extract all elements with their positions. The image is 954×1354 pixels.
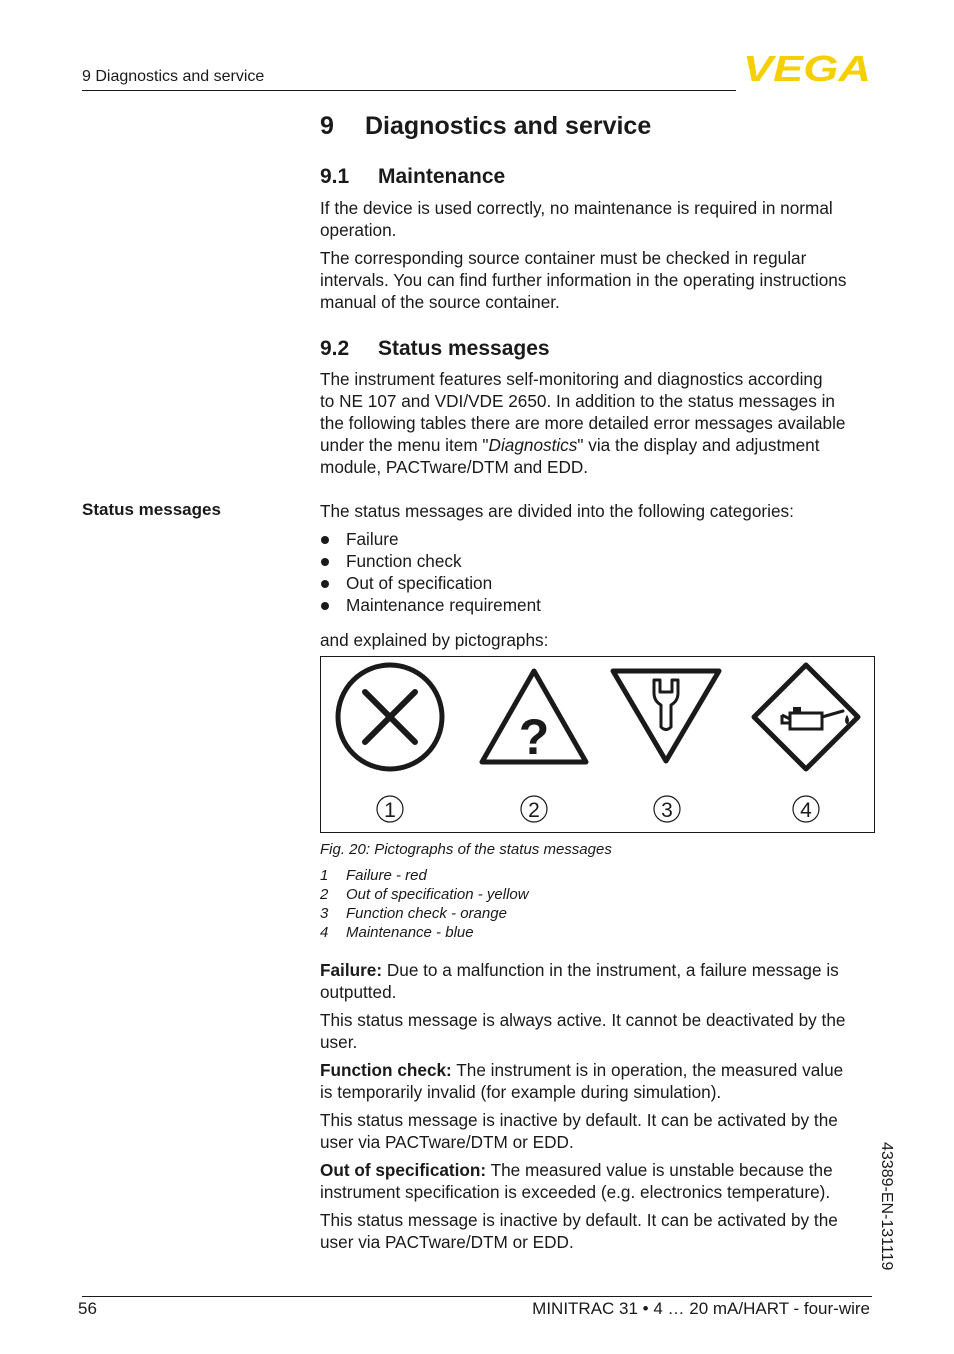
page-number: 56: [78, 1299, 97, 1318]
legend-row: [320, 923, 529, 942]
legend-number: 2: [320, 886, 329, 903]
categories-list: [320, 528, 541, 616]
list-item: Function check: [320, 550, 541, 572]
function-check-wrench-icon: [613, 671, 719, 761]
question-mark: ?: [518, 709, 550, 765]
figure-number-4: [793, 796, 819, 822]
text-run: Due to a malfunction in the instrument, a failure message is: [382, 960, 839, 980]
section-title: Status messages: [378, 337, 550, 360]
header-rule: [82, 90, 736, 91]
text-run: The instrument is in operation, the measured value: [451, 1060, 844, 1080]
legend-text: Function check - orange: [346, 905, 507, 922]
legend-number: 3: [320, 905, 329, 922]
product-name: MINITRAC 31 • 4 … 20 mA/HART - four-wire: [532, 1299, 870, 1318]
section-title: Maintenance: [378, 165, 506, 188]
text-line: user.: [320, 1032, 358, 1052]
section-number: 9.1: [320, 165, 350, 188]
maintenance-paragraph-2: [320, 247, 872, 313]
list-item: Out of specification: [320, 572, 541, 594]
term-label: Out of specification:: [320, 1160, 487, 1180]
text-line: outputted.: [320, 982, 397, 1002]
text-line: the following tables there are more detailed error messages available: [320, 413, 846, 433]
text-line: operation.: [320, 220, 397, 240]
chapter-heading: [320, 112, 651, 141]
figure-number-1: [377, 796, 403, 822]
maintenance-oilcan-icon: [754, 665, 858, 769]
legend-row: [320, 866, 529, 885]
figure-caption: Fig. 20: Pictographs of the status messages: [320, 841, 612, 858]
legend-text: Maintenance - blue: [346, 924, 474, 941]
list-item: Maintenance requirement: [320, 594, 541, 616]
svg-text:4: 4: [800, 799, 812, 822]
failure-activity-note: [320, 1009, 872, 1053]
figure-number-3: [654, 796, 680, 822]
failure-cross-icon: [338, 665, 442, 769]
pictographs-intro: and explained by pictographs:: [320, 630, 549, 650]
text-line: This status message is inactive by default. It can be activated by the: [320, 1110, 838, 1130]
chapter-title: Diagnostics and service: [365, 112, 652, 140]
out-of-specification-description: [320, 1159, 872, 1203]
out-of-specification-activity-note: [320, 1209, 872, 1253]
legend-number: 1: [320, 867, 329, 884]
text-line: [320, 434, 872, 456]
categories-intro: The status messages are divided into the following categories:: [320, 501, 794, 521]
text-line: [320, 1059, 872, 1081]
status-intro-paragraph: [320, 368, 872, 478]
text-line: user via PACTware/DTM or EDD.: [320, 1132, 574, 1152]
failure-description: [320, 959, 872, 1003]
text-line: to NE 107 and VDI/VDE 2650. In addition to the status messages in: [320, 391, 835, 411]
pictograph-figure: [320, 656, 875, 833]
text-line: This status message is inactive by default. It can be activated by the: [320, 1210, 838, 1230]
svg-text:1: 1: [384, 799, 396, 822]
function-check-activity-note: [320, 1109, 872, 1153]
side-label-status-messages: Status messages: [82, 500, 221, 519]
text-line: The instrument features self-monitoring and diagnostics according: [320, 369, 823, 389]
section-heading-status: [320, 337, 550, 361]
term-label: Failure:: [320, 960, 383, 980]
svg-text:2: 2: [528, 799, 540, 822]
running-head: 9 Diagnostics and service: [82, 68, 265, 85]
chapter-number: 9: [320, 112, 334, 140]
maintenance-paragraph-1: [320, 197, 872, 241]
text-line: [320, 1159, 872, 1181]
legend-row: [320, 885, 529, 904]
document-id: 43389-EN-131119: [878, 1142, 895, 1271]
pictograph-figure-drawing: [321, 657, 874, 832]
text-line: intervals. You can find further information in the operating instructions: [320, 270, 847, 290]
text-run: The measured value is unstable because the: [486, 1160, 833, 1180]
function-check-description: [320, 1059, 872, 1103]
svg-text:3: 3: [661, 799, 673, 822]
text-line: If the device is used correctly, no maintenance is required in normal: [320, 198, 833, 218]
vega-logo-text: VEGA: [743, 52, 871, 84]
section-heading-maintenance: [320, 165, 505, 189]
vega-logo: [742, 52, 872, 84]
text-line: module, PACTware/DTM and EDD.: [320, 457, 589, 477]
text-run: " via the display and adjustment: [577, 435, 820, 455]
list-item: Failure: [320, 528, 541, 550]
text-line: is temporarily invalid (for example during simulation).: [320, 1082, 722, 1102]
figure-number-2: [521, 796, 547, 822]
text-line: manual of the source container.: [320, 292, 560, 312]
text-line: user via PACTware/DTM or EDD.: [320, 1232, 574, 1252]
footer-rule: [82, 1296, 872, 1297]
menu-item-name: Diagnostics: [488, 435, 578, 455]
legend-text: Failure - red: [346, 867, 427, 884]
legend-row: [320, 904, 529, 923]
legend-number: 4: [320, 924, 329, 941]
out-of-specification-triangle-icon: [482, 671, 586, 765]
text-run: under the menu item ": [320, 435, 489, 455]
text-line: The corresponding source container must be checked in regular: [320, 248, 807, 268]
section-number: 9.2: [320, 337, 350, 360]
figure-legend: [320, 866, 529, 942]
text-line: instrument specification is exceeded (e.g. electronics temperature).: [320, 1182, 831, 1202]
text-line: This status message is always active. It cannot be deactivated by the: [320, 1010, 846, 1030]
term-label: Function check:: [320, 1060, 452, 1080]
text-line: [320, 959, 872, 981]
legend-text: Out of specification - yellow: [346, 886, 529, 903]
